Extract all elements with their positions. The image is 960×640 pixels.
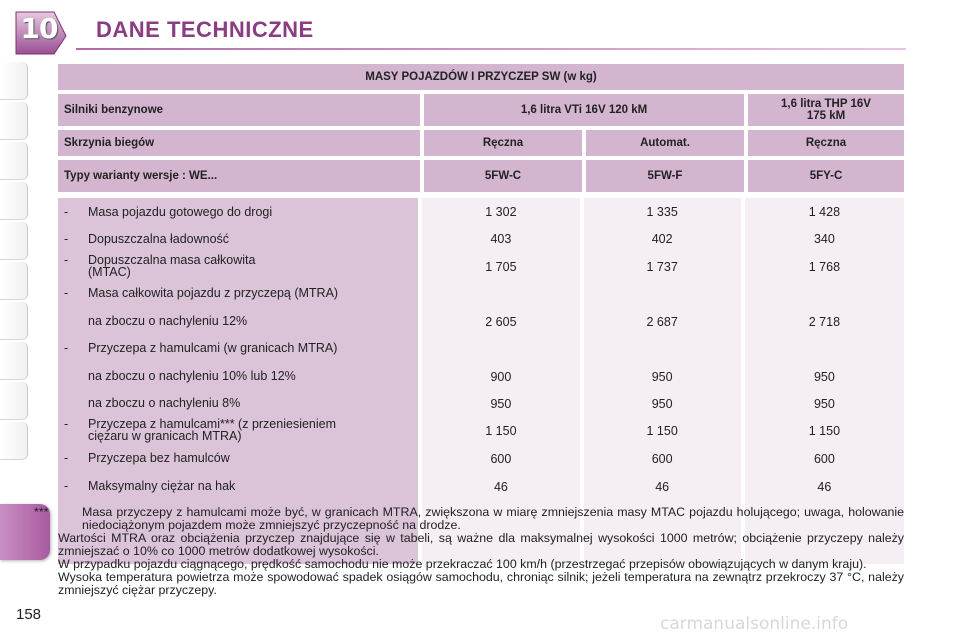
- table-title: MASY POJAZDÓW I PRZYCZEP SW (w kg): [58, 64, 904, 90]
- table-cell: 600: [490, 452, 512, 466]
- chapter-tab[interactable]: [0, 302, 28, 340]
- table-cell: 600: [813, 452, 835, 466]
- table-cell: 1 335: [646, 205, 678, 219]
- table-cell: 402: [651, 232, 673, 246]
- chapter-tab-strip: [0, 62, 30, 562]
- chapter-tab[interactable]: [0, 422, 28, 460]
- table-row-gearbox: [58, 130, 904, 156]
- table-cell: 46: [493, 480, 508, 494]
- table-cell: 1 302: [485, 205, 517, 219]
- chapter-tab[interactable]: [0, 262, 28, 300]
- table-cell: 1 150: [485, 424, 517, 438]
- table-row-types: [58, 160, 904, 192]
- page-number: 158: [16, 606, 42, 623]
- table-cell: 1 737: [646, 260, 678, 274]
- table-cell: 1 428: [808, 205, 841, 219]
- row-label-engines: Silniki benzynowe: [58, 94, 420, 126]
- table-cell: 1 705: [485, 260, 517, 274]
- engine-col2-line2: 175 kM: [806, 110, 846, 122]
- table-row-label: - Dopuszczalna masa całkowita (MTAC): [64, 253, 256, 279]
- table-cell: 950: [813, 370, 835, 384]
- footnote-altitude: Wartości MTRA oraz obciążenia przyczep znajdujące się w tabeli, są ważne dla maksymalnej wysokości 1000 metrów; obciążenie przyczepy należy zmniejszać o 10% co 1000 metrów dodatkowej wysokości.: [58, 531, 904, 558]
- table-row-label: - Przyczepa z hamulcami*** (z przeniesieniem ciężaru w granicach MTRA): [64, 417, 337, 443]
- footnote-speed: W przypadku pojazdu ciągnącego, prędkość samochodu nie może przekraczać 100 km/h (przestrzegać przepisów obowiązujących w danym kraju).: [58, 557, 867, 571]
- watermark: carmanualsonline.info: [660, 614, 849, 634]
- chapter-number: 10: [20, 12, 58, 45]
- table-cell: 403: [490, 232, 512, 246]
- table-cell: 950: [490, 397, 512, 411]
- engine-col1: 1,6 litra VTi 16V 120 kM: [424, 94, 744, 126]
- table-cell: 1 768: [808, 260, 841, 274]
- table-cell: 950: [651, 370, 673, 384]
- gearbox-v2: Automat.: [586, 130, 744, 156]
- table-row-label: - Masa całkowita pojazdu z przyczepą (MTRA): [64, 286, 339, 300]
- types-v2: 5FW-F: [586, 160, 744, 192]
- table-cell: 1 150: [646, 424, 678, 438]
- table-row-label: - Przyczepa bez hamulców: [64, 451, 230, 465]
- types-v3: 5FY-C: [748, 160, 904, 192]
- table-cell: 600: [651, 452, 673, 466]
- table-row-label: na zboczu o nachyleniu 10% lub 12%: [88, 369, 296, 383]
- table-row-label: na zboczu o nachyleniu 12%: [88, 314, 248, 328]
- gearbox-v3: Ręczna: [748, 130, 904, 156]
- footnote-temperature: Wysoka temperatura powietrza może spowodować spadek osiągów samochodu, chroniąc silnik; jeżeli temperatura na zewnątrz przekroczy 37 °C, należy zmniejszyć ciężar przyczepy.: [58, 570, 904, 597]
- chapter-tab[interactable]: [0, 342, 28, 380]
- table-row-label: na zboczu o nachyleniu 8%: [88, 396, 241, 410]
- table-cell: 1 150: [808, 424, 841, 438]
- chapter-tab[interactable]: [0, 62, 28, 100]
- footnotes: [34, 505, 904, 597]
- table-cell: 950: [651, 397, 673, 411]
- chapter-tab[interactable]: [0, 142, 28, 180]
- table-row-label: - Dopuszczalna ładowność: [64, 232, 230, 246]
- engine-col2-line1: 1,6 litra THP 16V: [781, 98, 871, 110]
- table-cell: 900: [490, 370, 512, 384]
- table-row-label: - Przyczepa z hamulcami (w granicach MTRA): [64, 341, 338, 355]
- table-row-label: - Maksymalny ciężar na hak: [64, 479, 236, 493]
- table-cell: 2 687: [646, 315, 678, 329]
- engine-col2: [748, 94, 904, 126]
- table-cell: 46: [655, 480, 670, 494]
- table-cell: 340: [813, 232, 835, 246]
- footnote-stars: *** Masa przyczepy z hamulcami może być, w granicach MTRA, zwiększona w miarę zmniejszenia masy MTAC pojazdu holującego; uwaga, holowanie niedociążonym pojazdem może zmniejszyć przyczepność na drodze.: [34, 505, 904, 532]
- page-title: DANE TECHNICZNE: [96, 17, 314, 42]
- chapter-tab[interactable]: [0, 382, 28, 420]
- header-divider: [76, 48, 906, 50]
- chapter-tab[interactable]: [0, 182, 28, 220]
- row-label-types: Typy warianty wersje : WE...: [58, 160, 420, 192]
- table-cell: 2 605: [485, 315, 517, 329]
- types-v1: 5FW-C: [424, 160, 582, 192]
- table-row-label: - Masa pojazdu gotowego do drogi: [64, 205, 273, 219]
- table-cell: 2 718: [808, 315, 841, 329]
- row-label-gearbox: Skrzynia biegów: [58, 130, 420, 156]
- table-cell: 46: [817, 480, 832, 494]
- chapter-tab[interactable]: [0, 222, 28, 260]
- table-row-engines: [58, 94, 904, 126]
- gearbox-v1: Ręczna: [424, 130, 582, 156]
- chapter-tab[interactable]: [0, 102, 28, 140]
- table-cell: 950: [813, 397, 835, 411]
